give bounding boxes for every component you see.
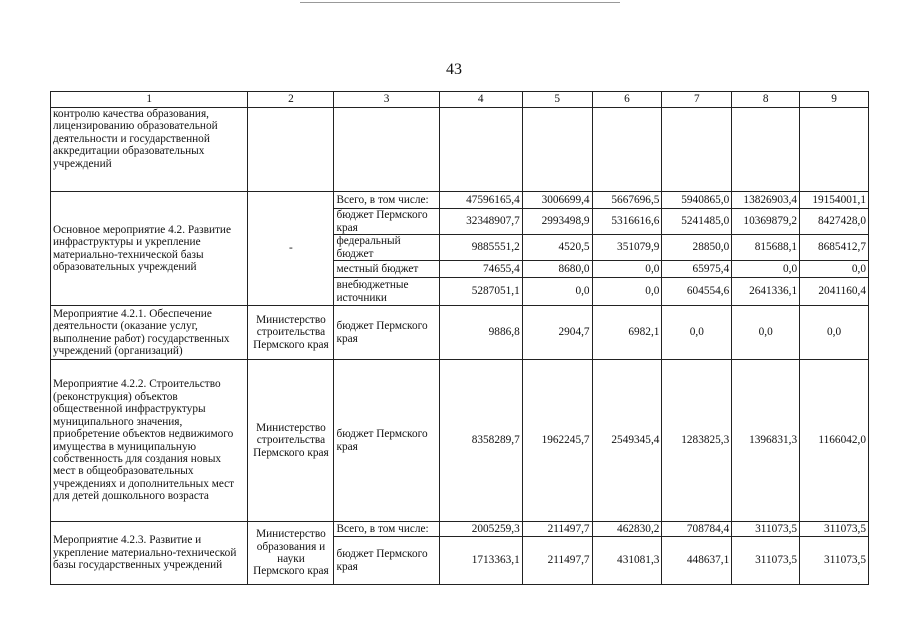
value-cell: 9885551,2: [439, 235, 522, 261]
value-cell: 6982,1: [592, 306, 662, 360]
table-row: [51, 108, 869, 192]
value-cell: 708784,4: [662, 522, 732, 537]
value-cell: 2993498,9: [522, 209, 592, 235]
value-cell: 2904,7: [522, 306, 592, 360]
activity-cell: Основное мероприятие 4.2. Развитие инфраструктуры и укрепление материально-технической базы образовательных учреждений: [51, 192, 248, 306]
value-cell: 431081,3: [592, 537, 662, 585]
source-cell: бюджет Пермского края: [334, 209, 439, 235]
value-cell: 311073,5: [732, 522, 800, 537]
empty-cell: [522, 108, 592, 192]
source-cell: бюджет Пермского края: [334, 306, 439, 360]
budget-table: [50, 91, 869, 585]
value-cell: 10369879,2: [732, 209, 800, 235]
header-cell: 2: [248, 92, 334, 108]
header-cell: 5: [522, 92, 592, 108]
value-cell: 5316616,6: [592, 209, 662, 235]
source-cell: Всего, в том числе:: [334, 522, 439, 537]
value-cell: 311073,5: [800, 537, 869, 585]
value-cell: 351079,9: [592, 235, 662, 261]
activity-cell: контролю качества образования, лицензированию образовательной деятельности и государственной аккредитации образовательных учреждений: [51, 108, 248, 192]
source-cell: местный бюджет: [334, 261, 439, 278]
header-row: [51, 92, 869, 108]
source-cell: федеральный бюджет: [334, 235, 439, 261]
source-cell: бюджет Пермского края: [334, 360, 439, 522]
header-cell: 1: [51, 92, 248, 108]
value-cell: 0,0: [662, 306, 732, 360]
value-cell: 74655,4: [439, 261, 522, 278]
value-cell: 8685412,7: [800, 235, 869, 261]
header-cell: 8: [732, 92, 800, 108]
value-cell: 0,0: [800, 306, 869, 360]
value-cell: 1166042,0: [800, 360, 869, 522]
executor-cell: Министерство образования и науки Пермского края: [248, 522, 334, 585]
table-row: [51, 192, 869, 209]
value-cell: 32348907,7: [439, 209, 522, 235]
source-cell: бюджет Пермского края: [334, 537, 439, 585]
value-cell: 2641336,1: [732, 278, 800, 306]
header-cell: 6: [592, 92, 662, 108]
value-cell: 211497,7: [522, 522, 592, 537]
table-row: [51, 522, 869, 537]
executor-cell: -: [248, 192, 334, 306]
empty-cell: [439, 108, 522, 192]
value-cell: 0,0: [732, 261, 800, 278]
empty-cell: [334, 108, 439, 192]
value-cell: 0,0: [800, 261, 869, 278]
value-cell: 815688,1: [732, 235, 800, 261]
value-cell: 0,0: [592, 261, 662, 278]
header-cell: 7: [662, 92, 732, 108]
value-cell: 0,0: [592, 278, 662, 306]
value-cell: 2041160,4: [800, 278, 869, 306]
value-cell: 3006699,4: [522, 192, 592, 209]
value-cell: 1713363,1: [439, 537, 522, 585]
value-cell: 8680,0: [522, 261, 592, 278]
value-cell: 0,0: [522, 278, 592, 306]
value-cell: 8358289,7: [439, 360, 522, 522]
value-cell: 0,0: [732, 306, 800, 360]
activity-cell: Мероприятие 4.2.3. Развитие и укрепление материально-технической базы государственных учреждений: [51, 522, 248, 585]
value-cell: 5667696,5: [592, 192, 662, 209]
executor-cell: Министерство строительства Пермского края: [248, 360, 334, 522]
source-cell: Всего, в том числе:: [334, 192, 439, 209]
header-cell: 4: [439, 92, 522, 108]
value-cell: 4520,5: [522, 235, 592, 261]
value-cell: 448637,1: [662, 537, 732, 585]
value-cell: 1962245,7: [522, 360, 592, 522]
executor-cell: Министерство строительства Пермского края: [248, 306, 334, 360]
empty-cell: [248, 108, 334, 192]
source-cell: внебюджетные источники: [334, 278, 439, 306]
empty-cell: [592, 108, 662, 192]
value-cell: 311073,5: [800, 522, 869, 537]
value-cell: 604554,6: [662, 278, 732, 306]
value-cell: 1283825,3: [662, 360, 732, 522]
value-cell: 65975,4: [662, 261, 732, 278]
header-cell: 3: [334, 92, 439, 108]
value-cell: 19154001,1: [800, 192, 869, 209]
value-cell: 28850,0: [662, 235, 732, 261]
table-row: [51, 360, 869, 522]
value-cell: 1396831,3: [732, 360, 800, 522]
page-number: 43: [446, 61, 462, 78]
value-cell: 2549345,4: [592, 360, 662, 522]
header-cell: 9: [800, 92, 869, 108]
value-cell: 5287051,1: [439, 278, 522, 306]
value-cell: 8427428,0: [800, 209, 869, 235]
value-cell: 5241485,0: [662, 209, 732, 235]
value-cell: 47596165,4: [439, 192, 522, 209]
value-cell: 211497,7: [522, 537, 592, 585]
value-cell: 9886,8: [439, 306, 522, 360]
value-cell: 5940865,0: [662, 192, 732, 209]
value-cell: 13826903,4: [732, 192, 800, 209]
empty-cell: [732, 108, 800, 192]
value-cell: 462830,2: [592, 522, 662, 537]
activity-cell: Мероприятие 4.2.2. Строительство (реконструкция) объектов общественной инфраструктуры муниципального значения, приобретение объектов недвижимого имущества в муниципальную собственность для создания новых мест в общеобразовательных учреждениях и дополнительных мест для детей дошкольного возраста: [51, 360, 248, 522]
value-cell: 2005259,3: [439, 522, 522, 537]
empty-cell: [800, 108, 869, 192]
table-row: [51, 306, 869, 360]
value-cell: 311073,5: [732, 537, 800, 585]
activity-cell: Мероприятие 4.2.1. Обеспечение деятельности (оказание услуг, выполнение работ) государственных учреждений (организаций): [51, 306, 248, 360]
top-rule: [300, 2, 620, 3]
empty-cell: [662, 108, 732, 192]
